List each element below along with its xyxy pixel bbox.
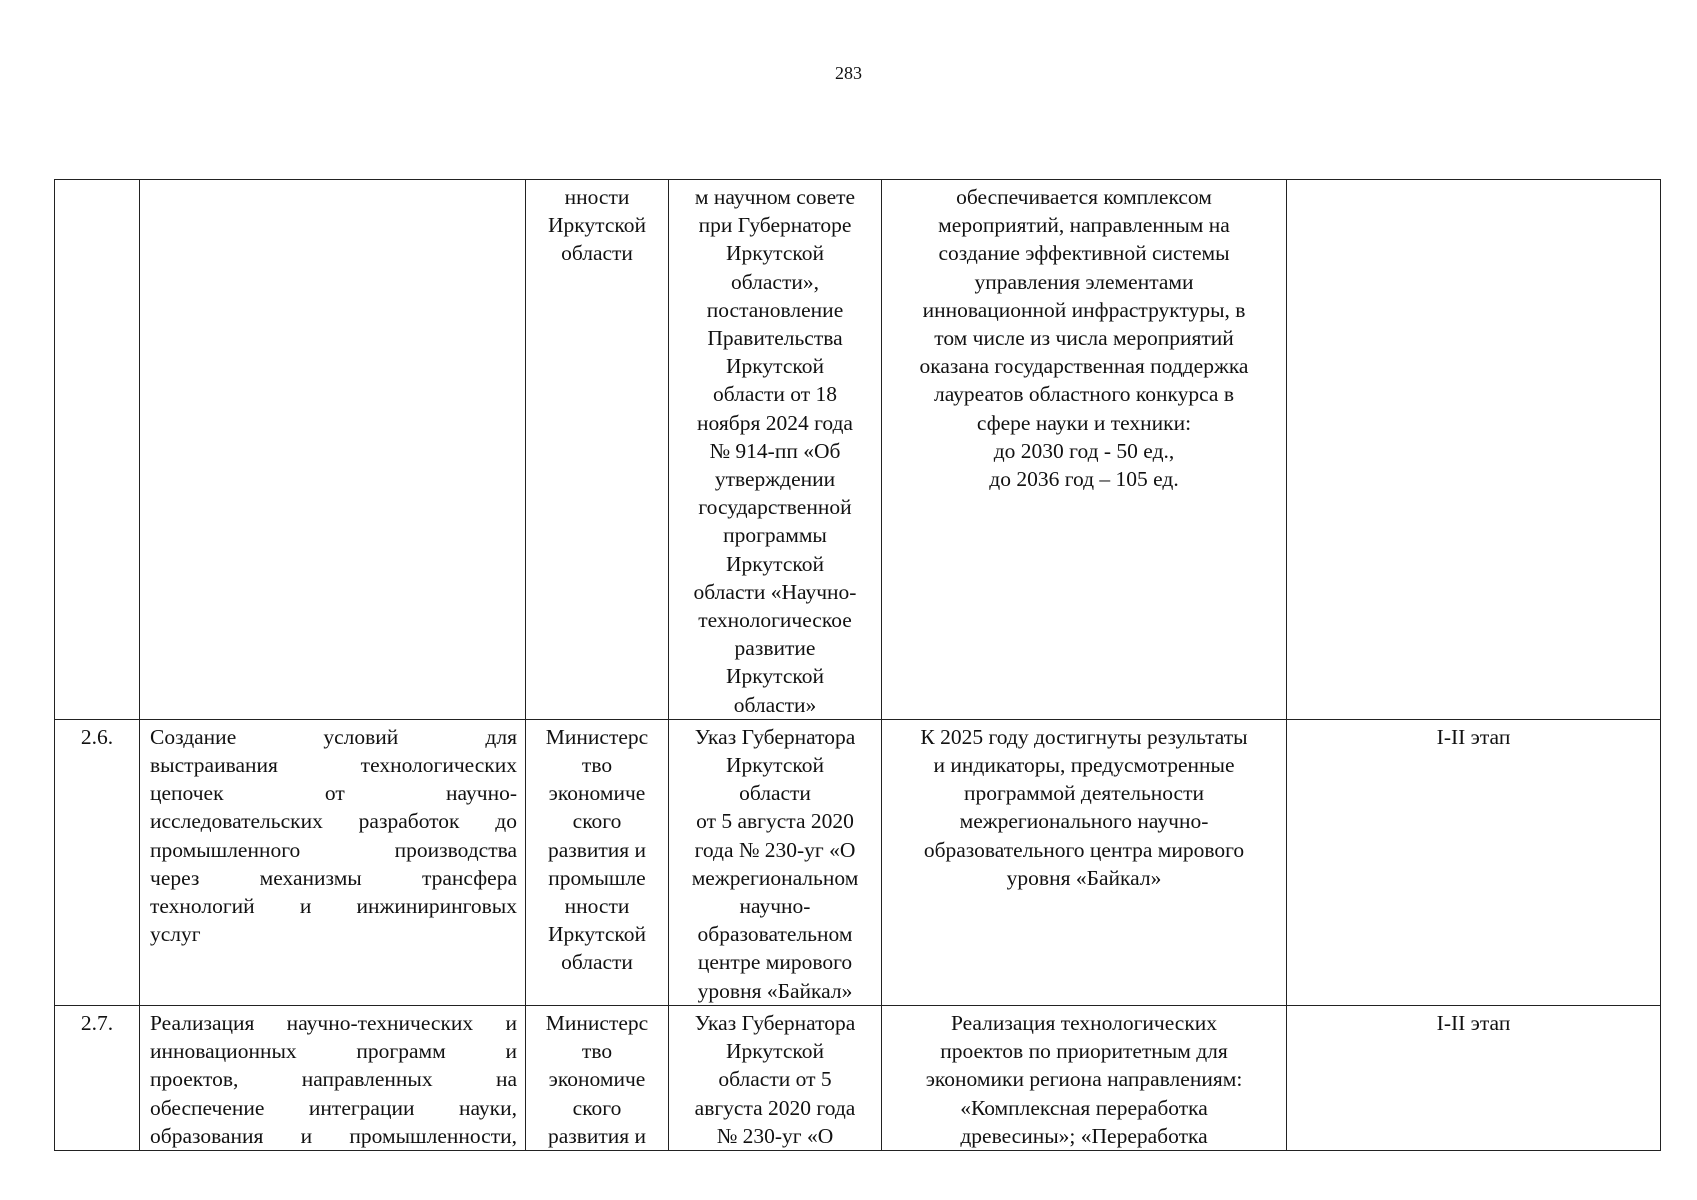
row-number-cell xyxy=(55,180,140,720)
document-line: области», xyxy=(731,269,819,294)
document-line: научно- xyxy=(739,894,811,919)
measure-name-cell xyxy=(140,719,526,1005)
measures-table xyxy=(54,179,1661,1151)
measure-name-line: Реализация научно-технических и xyxy=(150,1010,517,1035)
measure-name-line: цепочек от научно- xyxy=(150,781,517,806)
document-line: года № 230-уг «О xyxy=(694,837,856,862)
result-line: К 2025 году достигнуты результаты xyxy=(920,724,1248,749)
measure-name-line: обеспечение интеграции науки, xyxy=(150,1095,517,1120)
result-line: до 2030 год - 50 ед., xyxy=(993,438,1175,463)
result-line: создание эффективной системы xyxy=(938,241,1230,266)
document-line: при Губернаторе xyxy=(698,213,852,238)
measure-name-cell xyxy=(140,180,526,720)
document-line: Указ Губернатора xyxy=(694,1010,856,1035)
result-line: оказана государственная поддержка xyxy=(919,354,1249,379)
measure-name-cell xyxy=(140,1005,526,1150)
document-line: области от 18 xyxy=(713,382,837,407)
measure-name-line: технологий и инжиниринговых xyxy=(150,894,517,919)
document-line: уровня «Байкал» xyxy=(697,978,853,1003)
executor-line: области xyxy=(561,241,633,266)
document-line: Иркутской xyxy=(726,1039,824,1064)
result-line: мероприятий, направленным на xyxy=(938,213,1230,238)
measure-name-line: образования и промышленности, xyxy=(150,1123,517,1148)
executor-cell xyxy=(526,1005,669,1150)
table-row xyxy=(55,180,1661,720)
document-line: Указ Губернатора xyxy=(694,724,856,749)
executor-line: тво xyxy=(581,1039,613,1064)
document-line: м научном совете xyxy=(694,185,856,209)
document-line: государственной xyxy=(698,495,852,520)
document-line: августа 2020 года xyxy=(694,1095,856,1120)
result-line: обеспечивается комплексом xyxy=(956,185,1212,209)
executor-line: промышле xyxy=(548,865,646,890)
document-line: технологическое xyxy=(698,608,852,633)
result-line: управления элементами xyxy=(974,269,1194,294)
document-line: области» xyxy=(733,692,817,717)
result-line: лауреатов областного конкурса в xyxy=(933,382,1234,407)
result-line: образовательного центра мирового xyxy=(923,837,1245,862)
result-line: сфере науки и техники: xyxy=(976,410,1192,435)
legal-document-cell xyxy=(669,180,882,720)
document-line: развитие xyxy=(734,636,816,661)
result-line: до 2036 год – 105 ед. xyxy=(989,467,1179,492)
document-line: Иркутской xyxy=(726,753,824,778)
executor-line: Иркутской xyxy=(548,213,646,238)
document-line: области «Научно- xyxy=(693,579,857,604)
result-line: древесины»; «Переработка xyxy=(960,1123,1208,1148)
executor-line: Иркутской xyxy=(548,922,646,947)
document-line: Правительства xyxy=(707,326,843,351)
result-line: и индикаторы, предусмотренные xyxy=(933,753,1235,778)
document-line: ноября 2024 года xyxy=(697,410,853,435)
executor-line: области xyxy=(561,950,633,975)
document-line: центре мирового xyxy=(697,950,853,975)
table-row xyxy=(55,719,1661,1005)
result-line: Реализация технологических xyxy=(950,1010,1218,1035)
executor-line: экономиче xyxy=(548,781,646,806)
executor-line: нности xyxy=(564,894,630,919)
measure-name-line: через механизмы трансфера xyxy=(150,865,517,890)
executor-line: развития и xyxy=(547,1123,647,1148)
expected-result-cell xyxy=(882,719,1287,1005)
document-line: № 914-пп «Об xyxy=(709,438,841,463)
document-line: утверждении xyxy=(714,467,836,492)
stage-cell: I-II этап xyxy=(1287,719,1661,1005)
document-line: программы xyxy=(723,523,827,548)
measure-name-line: проектов, направленных на xyxy=(150,1067,517,1092)
executor-cell xyxy=(526,719,669,1005)
expected-result-cell xyxy=(882,180,1287,720)
document-line: Иркутской xyxy=(726,551,824,576)
result-line: уровня «Байкал» xyxy=(1006,865,1162,890)
table-row xyxy=(55,1005,1661,1150)
executor-line: тво xyxy=(581,753,613,778)
document-line: образовательном xyxy=(697,922,853,947)
expected-result-cell xyxy=(882,1005,1287,1150)
stage-cell: I-II этап xyxy=(1287,1005,1661,1150)
document-line: от 5 августа 2020 xyxy=(696,809,854,834)
executor-cell xyxy=(526,180,669,720)
executor-line: развития и xyxy=(547,837,647,862)
document-line: № 230-уг «О xyxy=(716,1123,834,1148)
document-line: области от 5 xyxy=(718,1067,832,1092)
legal-document-cell xyxy=(669,1005,882,1150)
executor-line: ского xyxy=(572,809,622,834)
measure-name-line: инновационных программ и xyxy=(150,1039,517,1064)
result-line: экономики региона направлениям: xyxy=(925,1067,1243,1092)
document-line: межрегиональном xyxy=(691,865,859,890)
measure-name-line: услуг xyxy=(150,922,201,947)
result-line: межрегионального научно- xyxy=(959,809,1209,834)
executor-line: Министерс xyxy=(545,1010,649,1035)
measure-name-line: выстраивания технологических xyxy=(150,753,517,778)
row-number-cell: 2.6. xyxy=(55,719,140,1005)
document-line: постановление xyxy=(706,297,844,322)
result-line: инновационной инфраструктуры, в xyxy=(922,297,1246,322)
executor-line: Министерс xyxy=(545,724,649,749)
result-line: том числе из числа мероприятий xyxy=(934,326,1234,351)
document-line: Иркутской xyxy=(726,241,824,266)
executor-line: ского xyxy=(572,1095,622,1120)
result-line: проектов по приоритетным для xyxy=(940,1039,1228,1064)
document-line: области xyxy=(739,781,811,806)
stage-cell xyxy=(1287,180,1661,720)
executor-line: экономиче xyxy=(548,1067,646,1092)
result-line: «Комплексная переработка xyxy=(960,1095,1208,1120)
document-line: Иркутской xyxy=(726,664,824,689)
measure-name-line: исследовательских разработок до xyxy=(150,809,517,834)
document-line: Иркутской xyxy=(726,354,824,379)
measure-name-line: Создание условий для xyxy=(150,724,517,749)
row-number-cell: 2.7. xyxy=(55,1005,140,1150)
legal-document-cell xyxy=(669,719,882,1005)
result-line: программой деятельности xyxy=(963,781,1205,806)
measure-name-line: промышленного производства xyxy=(150,837,517,862)
page-number: 283 xyxy=(835,63,862,83)
executor-line: нности xyxy=(564,185,630,209)
